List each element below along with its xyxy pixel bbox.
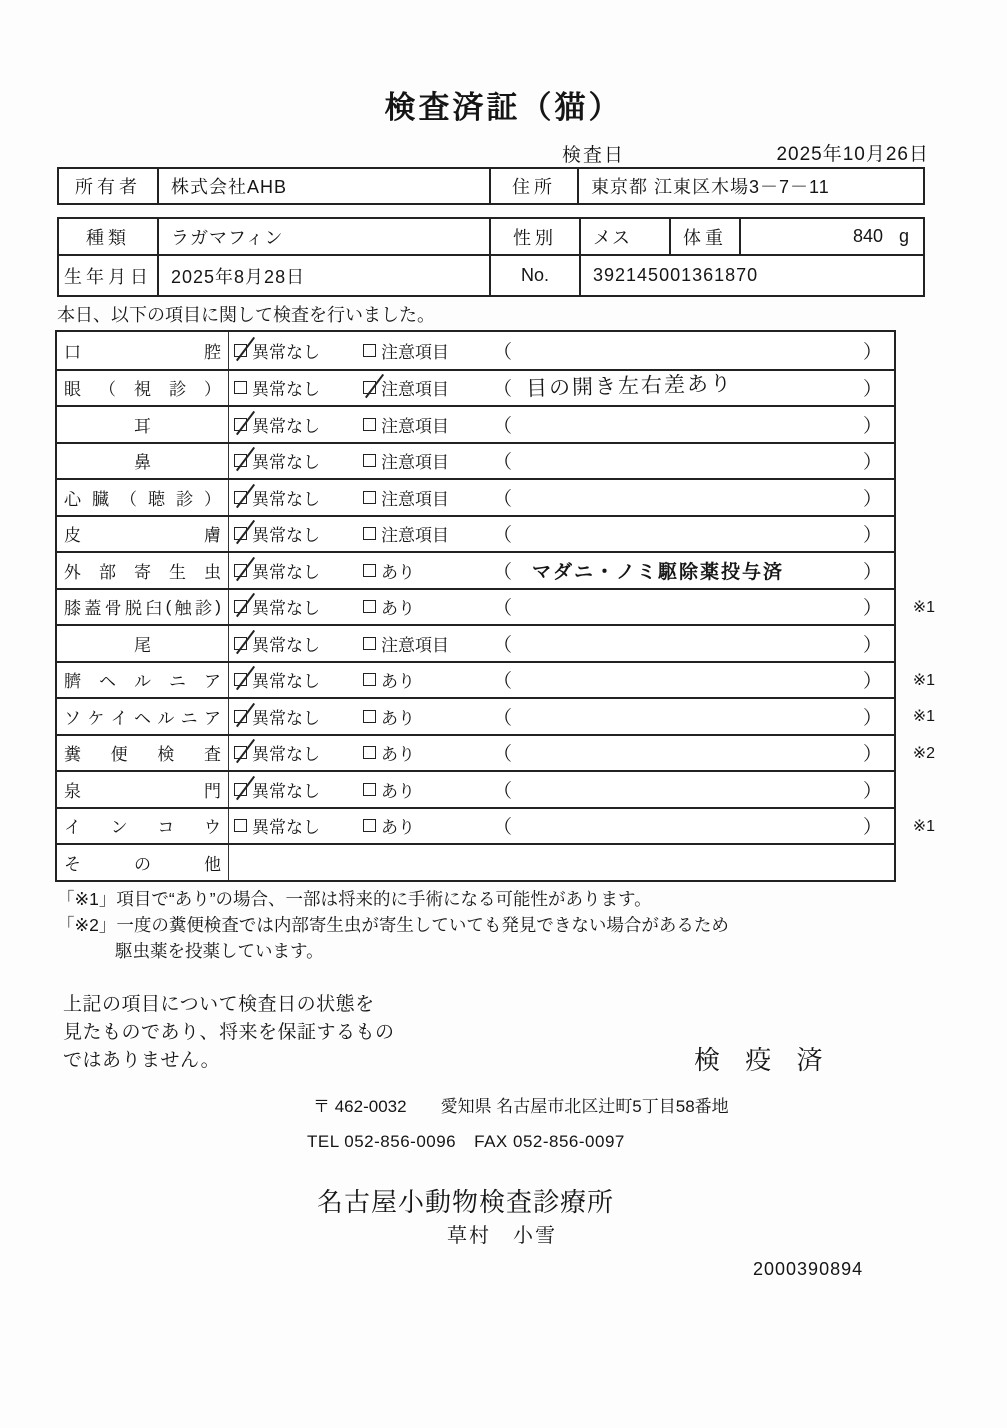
exam-row-label-char: ウ	[203, 818, 221, 838]
checkbox-no-abnormality	[234, 527, 247, 540]
fax-number: FAX 052-856-0097	[474, 1132, 625, 1151]
exam-date-label: 検査日	[562, 145, 626, 166]
exam-row-label-char: 心	[64, 489, 81, 509]
remarks-zone	[493, 484, 894, 511]
exam-date-value: 2025年10月26日	[776, 144, 929, 165]
checkbox-no-abnormality	[234, 746, 247, 759]
checkbox-attention	[363, 710, 376, 723]
exam-row	[57, 442, 894, 479]
exam-row-content	[229, 626, 894, 661]
option-attention	[363, 777, 493, 802]
exam-row-content	[229, 590, 894, 625]
option-attention-label: 注意項目	[381, 380, 449, 400]
paren-open: （	[493, 415, 513, 437]
option-attention-label: 注意項目	[381, 526, 449, 546]
exam-row-label-char: そ	[64, 854, 81, 874]
exam-row	[57, 697, 935, 734]
remarks-zone	[493, 411, 894, 438]
option-attention-label: あり	[381, 781, 415, 801]
checkbox-no-abnormality	[234, 600, 247, 613]
exam-row-label-char: 寄	[134, 562, 151, 582]
option-attention-label: 注意項目	[381, 342, 449, 362]
exam-row-label: 鼻	[57, 444, 229, 479]
checkbox-attention	[363, 637, 376, 650]
exam-row-label	[57, 809, 229, 844]
exam-row-label	[57, 517, 229, 552]
remarks-zone	[493, 557, 894, 584]
exam-row-label-char: 腔	[204, 342, 221, 362]
exam-row-label-char: ニ	[169, 672, 186, 692]
paren-open: （	[493, 561, 513, 583]
exam-row-label-char: 診	[169, 380, 186, 400]
exam-row-content	[229, 407, 894, 442]
exam-row-label-char: コ	[157, 818, 175, 838]
exam-row-label-char: 眼	[64, 380, 81, 400]
remarks-zone	[493, 520, 894, 547]
exam-row-label-char: ）	[204, 380, 221, 400]
paren-open: （	[493, 379, 513, 401]
option-attention-label: あり	[381, 562, 415, 582]
exam-row-label	[57, 332, 229, 369]
paren-close: ）	[862, 415, 882, 437]
checkbox-no-abnormality	[234, 673, 247, 686]
option-attention-label: あり	[381, 745, 415, 765]
exam-row-label-char: 虫	[204, 562, 221, 582]
exam-row-label-char: 診	[176, 489, 193, 509]
exam-row-label-char: イ	[64, 818, 81, 838]
birthdate-value: 2025年8月28日	[157, 256, 489, 295]
option-normal-label: 異常なし	[252, 781, 320, 801]
disclaimer-line: 上記の項目について検査日の状態を	[63, 994, 375, 1015]
paren-open: （	[493, 341, 513, 363]
address-value: 東京都 江東区木場3－7－11	[577, 169, 923, 203]
paren-close: ）	[862, 561, 882, 583]
exam-row-content	[229, 845, 894, 880]
exam-row-label-char: 検	[157, 745, 175, 765]
exam-row-label-char: 部	[99, 562, 116, 582]
checkbox-attention	[363, 673, 376, 686]
disclaimer-text	[63, 991, 395, 1075]
exam-row	[57, 478, 894, 515]
remarks-zone	[493, 373, 894, 403]
checkbox-no-abnormality	[234, 637, 247, 650]
option-attention	[363, 412, 493, 437]
paren-open: （	[493, 707, 513, 729]
option-attention-label: あり	[381, 708, 415, 728]
checkbox-no-abnormality	[234, 418, 247, 431]
paren-close: ）	[862, 817, 882, 839]
checkbox-no-abnormality	[234, 783, 247, 796]
owner-value: 株式会社AHB	[157, 169, 489, 203]
option-attention	[363, 667, 493, 692]
clinic-name: 名古屋小動物検査診療所	[317, 1187, 615, 1217]
exam-row-label-char: ル	[134, 672, 151, 692]
option-attention-label: 注意項目	[381, 453, 449, 473]
exam-row	[57, 588, 935, 625]
exam-row-label-char: 他	[204, 854, 221, 874]
paren-open: （	[493, 744, 513, 766]
exam-row-label-char: 臼	[145, 599, 163, 619]
paren-close: ）	[862, 707, 882, 729]
exam-row	[57, 551, 894, 588]
option-normal	[234, 521, 363, 546]
option-normal	[234, 704, 363, 729]
weight-label: 体重	[669, 219, 739, 254]
exam-row-label-char: ル	[157, 708, 175, 728]
postal-code: 〒 462-0032	[313, 1097, 407, 1116]
exam-row	[57, 843, 894, 880]
exam-row-label-char: 査	[203, 745, 221, 765]
remarks-zone	[493, 447, 894, 474]
option-normal	[234, 813, 363, 838]
weight-unit: g	[898, 226, 909, 246]
exam-row-label	[57, 845, 229, 880]
remarks-text: マダニ・ノミ駆除薬投与済	[532, 561, 785, 583]
exam-row-label-char: 外	[64, 562, 81, 582]
exam-row	[57, 332, 894, 369]
option-attention-label: あり	[381, 818, 415, 838]
option-normal-label: 異常なし	[252, 453, 320, 473]
option-normal-label: 異常なし	[252, 708, 320, 728]
checkbox-attention	[363, 746, 376, 759]
paren-close: ）	[862, 634, 882, 656]
exam-row-content	[229, 663, 894, 698]
option-normal	[234, 448, 363, 473]
option-normal-label: 異常なし	[252, 489, 320, 509]
exam-row-label	[57, 371, 229, 406]
pet-info-table	[57, 217, 925, 297]
exam-row-content	[229, 809, 894, 844]
paren-close: ）	[862, 744, 882, 766]
exam-row-label: 尾	[57, 626, 229, 661]
checkbox-attention	[363, 527, 376, 540]
quarantine-stamp: 検 疫 済	[694, 1045, 832, 1075]
option-normal	[234, 777, 363, 802]
option-attention	[363, 448, 493, 473]
remarks-zone	[493, 739, 894, 766]
checkbox-attention	[363, 418, 376, 431]
exam-row-label	[57, 699, 229, 734]
exam-row-label	[57, 772, 229, 807]
checkbox-attention	[363, 564, 376, 577]
exam-row-label-char: 膚	[204, 526, 221, 546]
exam-row-label-char: 脱	[124, 599, 142, 619]
sex-label: 性別	[489, 219, 579, 254]
disclaimer-line: 見たものであり、将来を保証するもの	[63, 1022, 395, 1043]
exam-row-label	[57, 480, 229, 515]
exam-row-content	[229, 553, 894, 588]
certificate-title: 検査済証（猫）	[384, 90, 623, 125]
paren-open: （	[493, 598, 513, 620]
option-attention	[363, 375, 493, 400]
exam-row	[57, 369, 894, 406]
paren-open: （	[493, 452, 513, 474]
option-attention-label: 注意項目	[381, 489, 449, 509]
remarks-zone	[493, 630, 894, 657]
paren-open: （	[493, 488, 513, 510]
checkbox-no-abnormality	[234, 454, 247, 467]
birthdate-label: 生年月日	[64, 266, 152, 287]
checkbox-attention	[363, 454, 376, 467]
checkbox-attention	[363, 600, 376, 613]
exam-row-label-char: ニ	[180, 708, 198, 728]
registration-no-value: 392145001361870	[579, 256, 923, 295]
paren-close: ）	[862, 452, 882, 474]
footnote-mark: ※1	[912, 598, 935, 616]
option-normal	[234, 594, 363, 619]
exam-row-content	[229, 736, 894, 771]
paren-close: ）	[862, 780, 882, 802]
paren-close: ）	[862, 379, 882, 401]
exam-row-label-char: 生	[169, 562, 186, 582]
address-label: 住所	[489, 169, 577, 203]
remarks-zone	[493, 776, 894, 803]
option-normal	[234, 485, 363, 510]
paren-open: （	[493, 817, 513, 839]
option-attention	[363, 338, 493, 363]
exam-checklist-table	[55, 330, 935, 882]
option-attention	[363, 558, 493, 583]
registration-no-label: No.	[489, 256, 579, 295]
option-normal-label: 異常なし	[252, 599, 320, 619]
remarks-zone	[493, 666, 894, 693]
footnote-line: 「※2」一度の糞便検査では内部寄生虫が寄生していても発見できない場合があるため	[57, 915, 729, 935]
exam-row-label-char: 膝	[64, 599, 81, 619]
option-normal	[234, 667, 363, 692]
paren-close: ）	[862, 598, 882, 620]
exam-row-label-char: ヘ	[133, 708, 151, 728]
checkbox-no-abnormality	[234, 564, 247, 577]
exam-row-content	[229, 371, 894, 406]
option-normal-label: 異常なし	[252, 562, 320, 582]
disclaimer-line: ではありません。	[63, 1050, 221, 1071]
footnote-mark: ※1	[912, 671, 935, 689]
exam-row-label-char: 便	[110, 745, 128, 765]
exam-row-label-char: の	[134, 854, 151, 874]
paren-open: （	[493, 671, 513, 693]
breed-label: 種類	[86, 227, 130, 248]
exam-row-label-char: ン	[110, 818, 128, 838]
checkbox-no-abnormality	[234, 819, 247, 832]
option-normal-label: 異常なし	[252, 672, 320, 692]
checkbox-attention	[363, 491, 376, 504]
exam-row-label-char: )	[215, 596, 221, 616]
exam-row-label-char: 骨	[104, 599, 122, 619]
exam-row-label-char: ア	[203, 708, 221, 728]
exam-row-label-char: 聴	[148, 489, 165, 509]
exam-row-label-char: 蓋	[84, 599, 102, 619]
footnote-line: 駆虫薬を投薬しています。	[115, 941, 324, 961]
exam-row	[57, 515, 894, 552]
exam-row-label-char: 口	[64, 342, 81, 362]
footnote-mark: ※2	[912, 744, 935, 762]
exam-row-label-char: （	[99, 380, 116, 400]
checkbox-no-abnormality	[234, 344, 247, 357]
option-attention	[363, 521, 493, 546]
checkbox-no-abnormality	[234, 491, 247, 504]
weight-value-cell	[739, 219, 923, 254]
exam-row-label-char: 皮	[64, 526, 81, 546]
option-attention	[363, 740, 493, 765]
remarks-text: 目の開き左右差あり	[525, 371, 734, 401]
option-normal	[234, 631, 363, 656]
exam-row-label-char: 泉	[64, 781, 81, 801]
option-normal-label: 異常なし	[252, 818, 320, 838]
exam-row	[57, 734, 935, 771]
exam-row-label-char: (	[165, 596, 172, 616]
checkbox-attention	[363, 819, 376, 832]
option-attention-label: 注意項目	[381, 635, 449, 655]
exam-row-content	[229, 699, 894, 734]
exam-row	[57, 661, 935, 698]
remarks-zone	[493, 593, 894, 620]
serial-number: 2000390894	[753, 1259, 864, 1279]
option-normal-label: 異常なし	[252, 635, 320, 655]
option-normal	[234, 375, 363, 400]
exam-row-label-char: ソ	[64, 708, 81, 728]
owner-label: 所有者	[75, 177, 141, 197]
option-attention-label: あり	[381, 599, 415, 619]
exam-row	[57, 770, 894, 807]
exam-row-label-char: 視	[134, 380, 151, 400]
option-normal-label: 異常なし	[252, 380, 320, 400]
option-attention	[363, 631, 493, 656]
breed-value: ラガマフィン	[157, 219, 489, 254]
intro-sentence: 本日、以下の項目に関して検査を行いました。	[57, 301, 483, 333]
checkbox-no-abnormality	[234, 381, 247, 394]
option-attention	[363, 704, 493, 729]
paren-close: ）	[862, 488, 882, 510]
exam-row-label-char: 臓	[92, 489, 109, 509]
exam-row-label: 耳	[57, 407, 229, 442]
option-normal	[234, 338, 363, 363]
exam-row-label-char: ケ	[87, 708, 105, 728]
exam-row	[57, 624, 894, 661]
footnote-line: 「※1」項目で“あり”の場合、一部は将来的に手術になる可能性があります。	[57, 889, 652, 909]
option-normal-label: 異常なし	[252, 526, 320, 546]
exam-row-label-char: 触	[174, 599, 192, 619]
owner-table	[57, 167, 925, 205]
paren-open: （	[493, 634, 513, 656]
exam-row-label-char: ヘ	[99, 672, 116, 692]
exam-row-label	[57, 553, 229, 588]
checkbox-no-abnormality	[234, 710, 247, 723]
footnote-mark: ※1	[912, 708, 935, 726]
clinic-phone-line	[307, 1132, 625, 1152]
option-normal	[234, 558, 363, 583]
footnotes	[57, 886, 729, 964]
exam-row-content	[229, 444, 894, 479]
paren-close: ）	[862, 671, 882, 693]
footnote-mark: ※1	[912, 817, 935, 835]
checkbox-attention	[363, 344, 376, 357]
option-normal-label: 異常なし	[252, 416, 320, 436]
checkbox-attention	[363, 783, 376, 796]
exam-row-label-char: 診	[194, 599, 212, 619]
veterinarian-name: 草村 小雪	[447, 1225, 557, 1247]
exam-row-label-char: 門	[204, 781, 221, 801]
option-attention	[363, 813, 493, 838]
exam-row-label-char: （	[120, 489, 137, 509]
paren-open: （	[493, 780, 513, 802]
option-normal-label: 異常なし	[252, 342, 320, 362]
remarks-zone	[493, 703, 894, 730]
exam-row	[57, 807, 935, 844]
remarks-zone	[493, 337, 894, 364]
exam-row-label-char: ア	[204, 672, 221, 692]
exam-row-label	[57, 736, 229, 771]
tel-number: TEL 052-856-0096	[307, 1132, 457, 1151]
exam-row-content	[229, 517, 894, 552]
sex-value: メス	[579, 219, 669, 254]
exam-row-label	[57, 590, 229, 625]
exam-row-label-char: ）	[204, 489, 221, 509]
option-normal	[234, 412, 363, 437]
exam-row-content	[229, 772, 894, 807]
exam-row-content	[229, 480, 894, 515]
exam-row-content	[229, 332, 894, 369]
option-attention	[363, 485, 493, 510]
paren-open: （	[493, 525, 513, 547]
exam-row-label-char: 臍	[64, 672, 81, 692]
paren-close: ）	[862, 341, 882, 363]
clinic-postal-address	[313, 1092, 729, 1117]
exam-row-label-char: 糞	[64, 745, 81, 765]
paren-close: ）	[862, 525, 882, 547]
checkbox-attention	[363, 381, 376, 394]
remarks-zone	[493, 812, 894, 839]
option-attention	[363, 594, 493, 619]
option-attention-label: 注意項目	[381, 416, 449, 436]
exam-row	[57, 405, 894, 442]
exam-row-label-char: イ	[110, 708, 128, 728]
option-normal-label: 異常なし	[252, 745, 320, 765]
option-normal	[234, 740, 363, 765]
exam-row-label	[57, 663, 229, 698]
clinic-address: 愛知県 名古屋市北区辻町5丁目58番地	[440, 1097, 729, 1116]
option-attention-label: あり	[381, 672, 415, 692]
weight-value: 840	[852, 226, 883, 246]
